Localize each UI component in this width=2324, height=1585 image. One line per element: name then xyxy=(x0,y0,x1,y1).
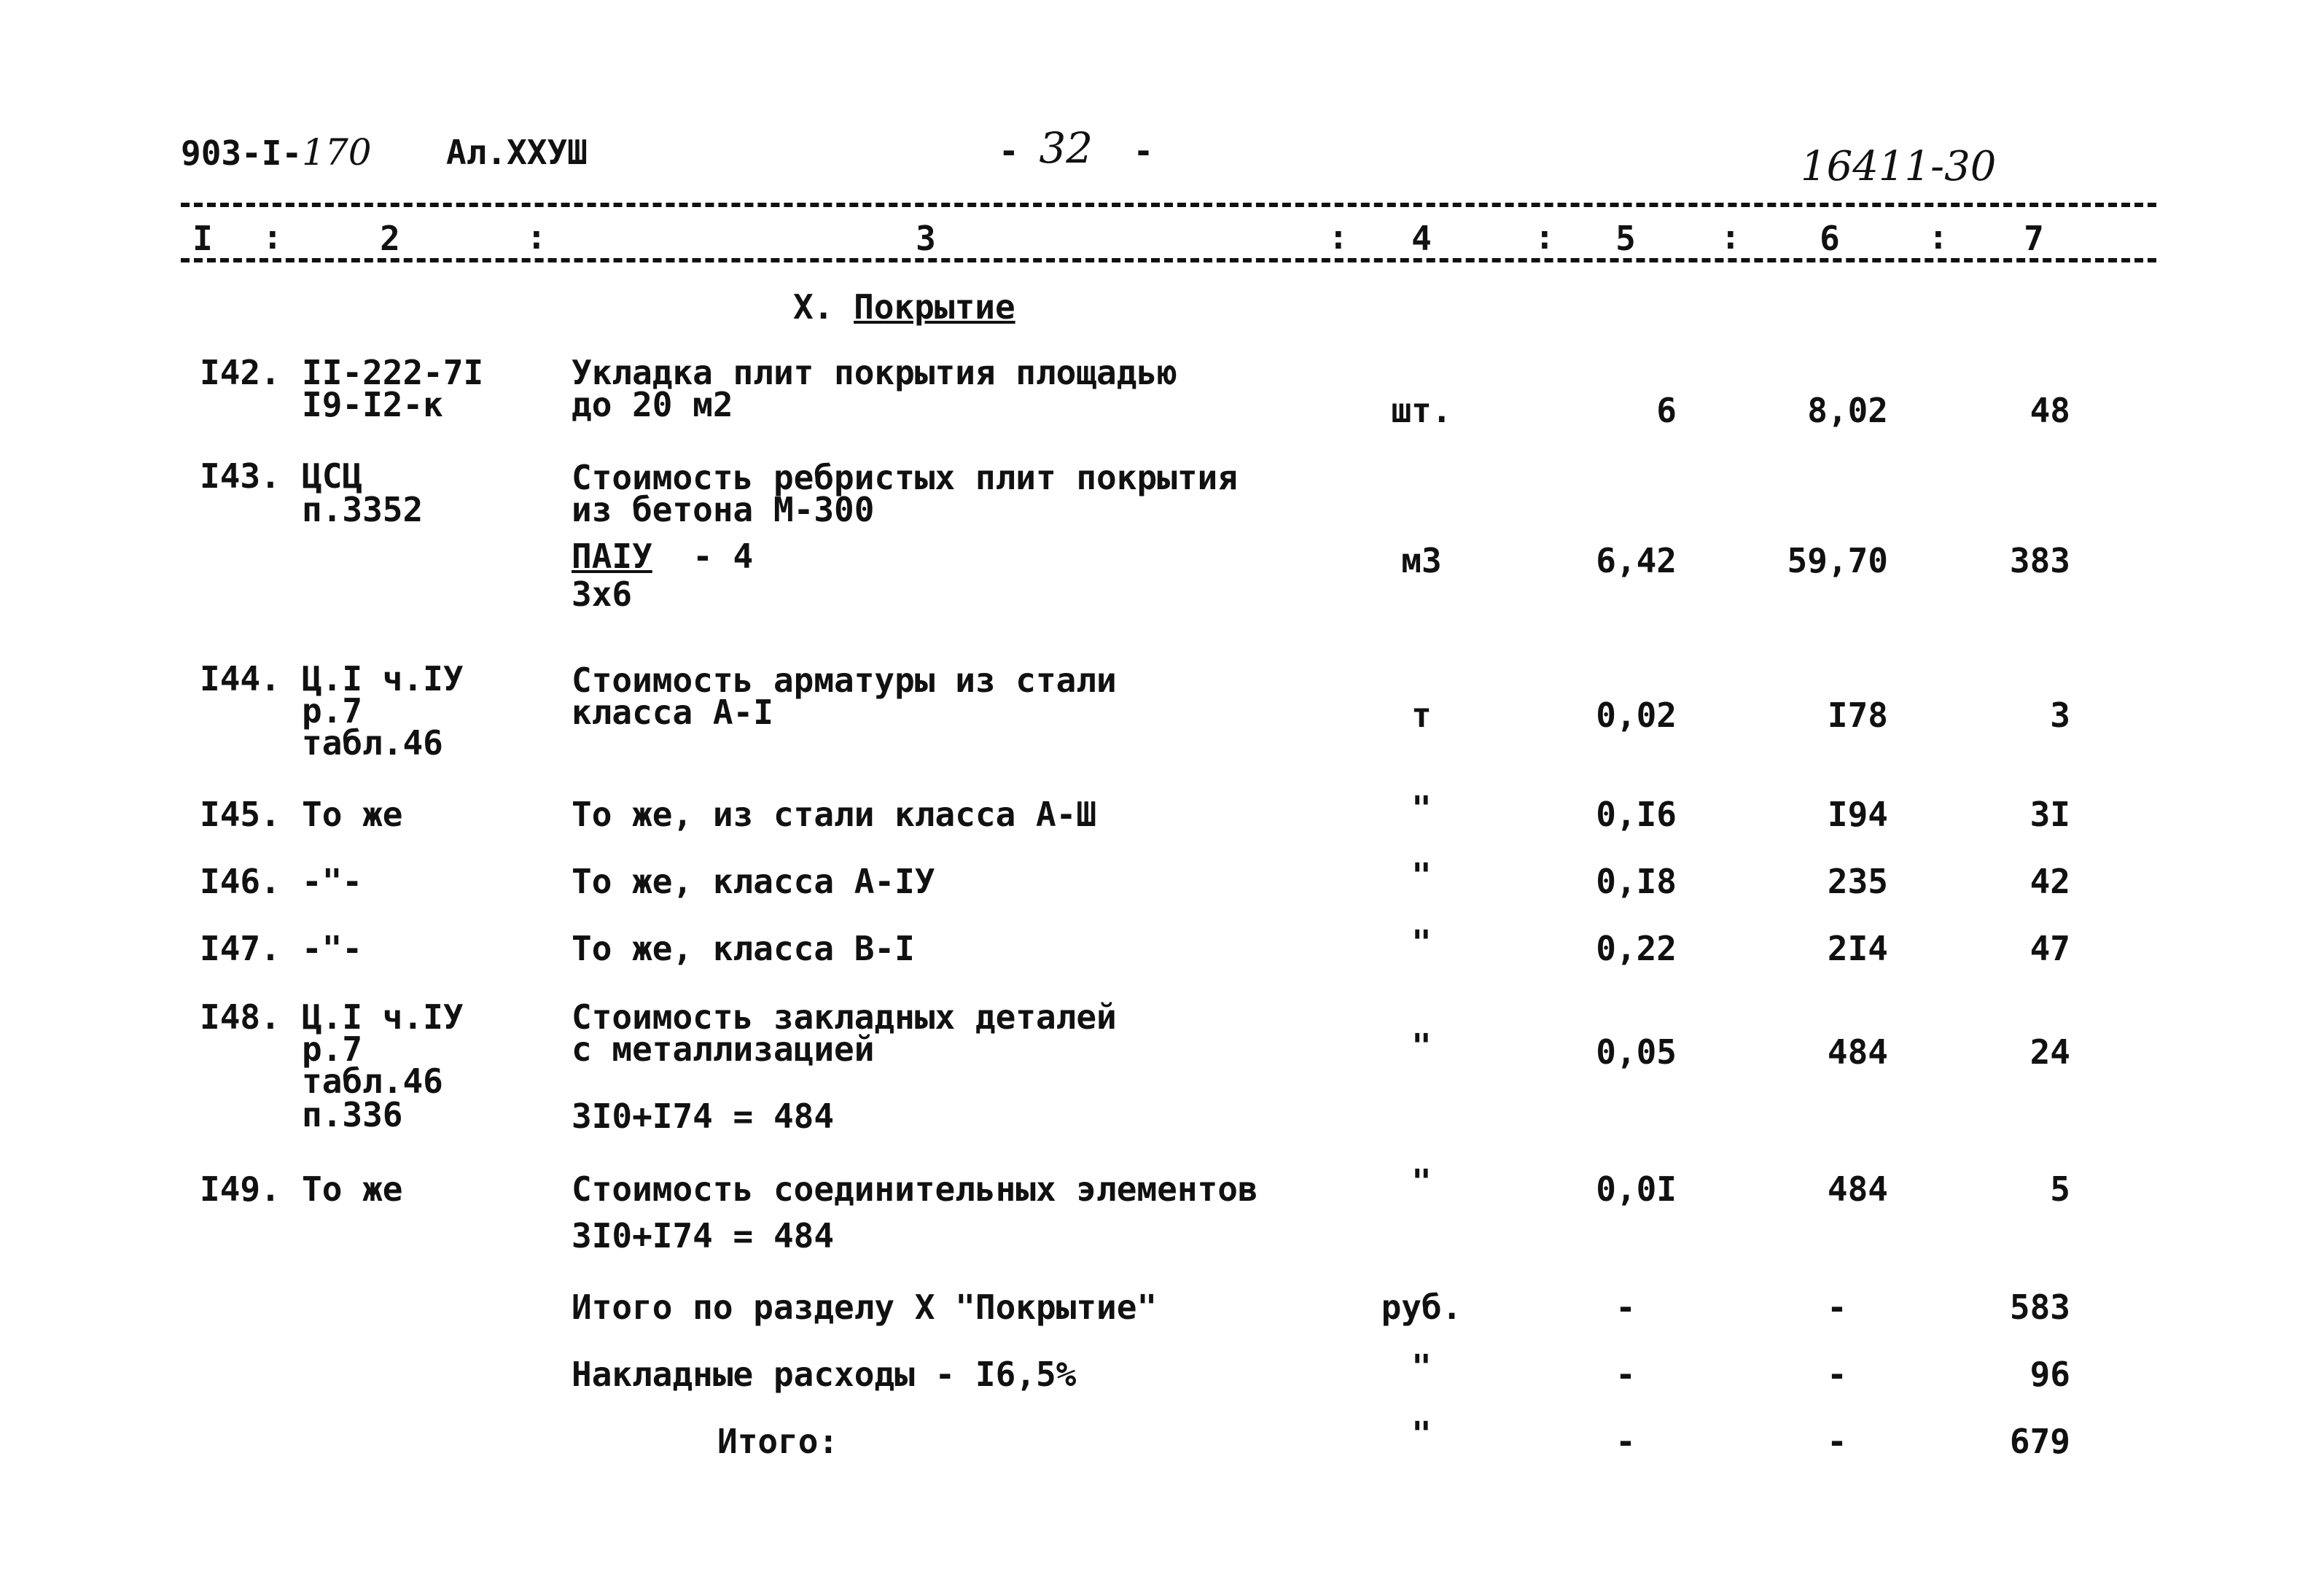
row-reference: р.7 xyxy=(302,691,363,731)
summary-total: 679 xyxy=(2009,1422,2070,1461)
row-description: Стоимость соединительных элементов xyxy=(572,1169,1258,1209)
summary-quantity: - xyxy=(1615,1288,1636,1327)
row-unit: т xyxy=(1411,696,1432,735)
row-description: То же, класса В-I xyxy=(572,929,915,968)
section-title-number: X. xyxy=(793,287,834,327)
row-quantity: 6 xyxy=(1656,391,1677,430)
row-number: I47. xyxy=(200,929,281,968)
summary-price: - xyxy=(1827,1288,1847,1327)
row-total: 3 xyxy=(2050,696,2070,735)
row-reference: Ц.I ч.IУ xyxy=(302,997,464,1037)
row-reference: То же xyxy=(302,1169,403,1209)
row-quantity: 0,22 xyxy=(1596,929,1677,968)
row-number: I43. xyxy=(200,456,281,496)
column-number-6: 6 xyxy=(1820,219,1840,258)
section-title xyxy=(793,287,1015,327)
row-formula xyxy=(572,537,754,576)
page-number-value: 32 xyxy=(1039,123,1093,173)
series-prefix: 903-I- xyxy=(181,133,303,173)
formula-tail: - 4 xyxy=(693,537,754,576)
row-description: из бетона М-300 xyxy=(572,490,875,529)
row-total: 48 xyxy=(2029,391,2070,430)
row-unit: шт. xyxy=(1391,391,1452,430)
row-number: I46. xyxy=(200,862,281,901)
row-quantity: 0,02 xyxy=(1596,696,1677,735)
row-reference: -"- xyxy=(302,929,363,968)
row-description: Стоимость ребристых плит покрытия xyxy=(572,458,1238,497)
row-reference: п.3352 xyxy=(302,490,424,529)
row-quantity: 0,05 xyxy=(1596,1032,1677,1072)
row-price: 59,70 xyxy=(1787,541,1888,580)
header-rule-top xyxy=(181,203,2156,207)
row-quantity: 0,0I xyxy=(1596,1169,1677,1209)
album-label: Ал.XXУШ xyxy=(446,133,588,172)
summary-unit: " xyxy=(1411,1414,1432,1454)
row-price: 2I4 xyxy=(1827,929,1888,968)
row-reference: п.336 xyxy=(302,1095,403,1134)
row-unit: " xyxy=(1411,1027,1432,1066)
row-total: 24 xyxy=(2029,1032,2070,1072)
row-reference: ЦСЦ xyxy=(302,456,363,496)
row-price: 484 xyxy=(1827,1032,1888,1072)
formula-numerator: ПАIУ xyxy=(572,537,652,576)
row-reference: табл.46 xyxy=(302,1062,443,1101)
row-unit: " xyxy=(1411,1162,1432,1202)
row-unit: м3 xyxy=(1401,541,1442,580)
row-reference: Ц.I ч.IУ xyxy=(302,659,464,698)
row-total: 383 xyxy=(2009,541,2070,580)
page-header-series xyxy=(181,131,372,174)
row-total: 47 xyxy=(2029,929,2070,968)
row-price: I94 xyxy=(1827,795,1888,834)
summary-label: Итого: xyxy=(717,1422,839,1461)
column-number-3: 3 xyxy=(916,219,936,258)
summary-unit: руб. xyxy=(1381,1288,1462,1327)
row-description: с металлизацией xyxy=(572,1029,875,1069)
column-number-4: 4 xyxy=(1411,219,1432,258)
row-price: 8,02 xyxy=(1807,391,1888,430)
row-reference: -"- xyxy=(302,862,363,901)
row-price: 235 xyxy=(1827,862,1888,901)
row-unit: " xyxy=(1411,789,1432,828)
row-unit: " xyxy=(1411,856,1432,895)
summary-price: - xyxy=(1827,1355,1847,1394)
row-number: I44. xyxy=(200,659,281,698)
row-number: I45. xyxy=(200,795,281,834)
row-quantity: 0,I8 xyxy=(1596,862,1677,901)
row-price: 484 xyxy=(1827,1169,1888,1209)
row-reference: То же xyxy=(302,795,403,834)
page-number: - 32 - xyxy=(999,123,1154,173)
row-description: Стоимость арматуры из стали xyxy=(572,661,1117,700)
section-title-text: Покрытие xyxy=(854,287,1015,327)
row-description: Стоимость закладных деталей xyxy=(572,997,1117,1037)
series-handwritten-number: 170 xyxy=(302,131,372,174)
row-quantity: 0,I6 xyxy=(1596,795,1677,834)
column-number-2: 2 xyxy=(380,219,400,258)
row-description: класса А-I xyxy=(572,693,773,732)
row-reference: р.7 xyxy=(302,1029,363,1069)
row-description: То же, класса А-IУ xyxy=(572,862,935,901)
row-total: 5 xyxy=(2050,1169,2070,1209)
row-total: 3I xyxy=(2029,795,2070,834)
row-number: I48. xyxy=(200,997,281,1037)
summary-label: Накладные расходы - I6,5% xyxy=(572,1355,1077,1394)
row-price: I78 xyxy=(1827,696,1888,735)
row-reference: II-222-7I xyxy=(302,353,484,392)
row-quantity: 6,42 xyxy=(1596,541,1677,580)
summary-label: Итого по разделу X "Покрытие" xyxy=(572,1288,1158,1327)
header-rule-bottom xyxy=(181,258,2156,262)
row-number: I42. xyxy=(200,353,281,392)
row-description: Укладка плит покрытия площадью xyxy=(572,353,1177,392)
column-number-7: 7 xyxy=(2024,219,2044,258)
row-reference: I9-I2-к xyxy=(302,385,443,424)
summary-quantity: - xyxy=(1615,1422,1636,1461)
row-number: I49. xyxy=(200,1169,281,1209)
summary-total: 583 xyxy=(2009,1288,2070,1327)
summary-quantity: - xyxy=(1615,1355,1636,1394)
row-calculation: 3I0+I74 = 484 xyxy=(572,1216,835,1255)
summary-total: 96 xyxy=(2029,1355,2070,1394)
summary-price: - xyxy=(1827,1422,1847,1461)
document-number: 16411-30 xyxy=(1801,143,1997,190)
formula-denominator: 3х6 xyxy=(572,575,633,614)
row-calculation: 3I0+I74 = 484 xyxy=(572,1097,835,1136)
row-total: 42 xyxy=(2029,862,2070,901)
summary-unit: " xyxy=(1411,1347,1432,1387)
column-number-1: I xyxy=(192,219,213,258)
row-reference: табл.46 xyxy=(302,723,443,763)
row-description: до 20 м2 xyxy=(572,385,733,424)
column-number-5: 5 xyxy=(1615,219,1636,258)
row-unit: " xyxy=(1411,923,1432,962)
row-description: То же, из стали класса А-Ш xyxy=(572,795,1097,834)
